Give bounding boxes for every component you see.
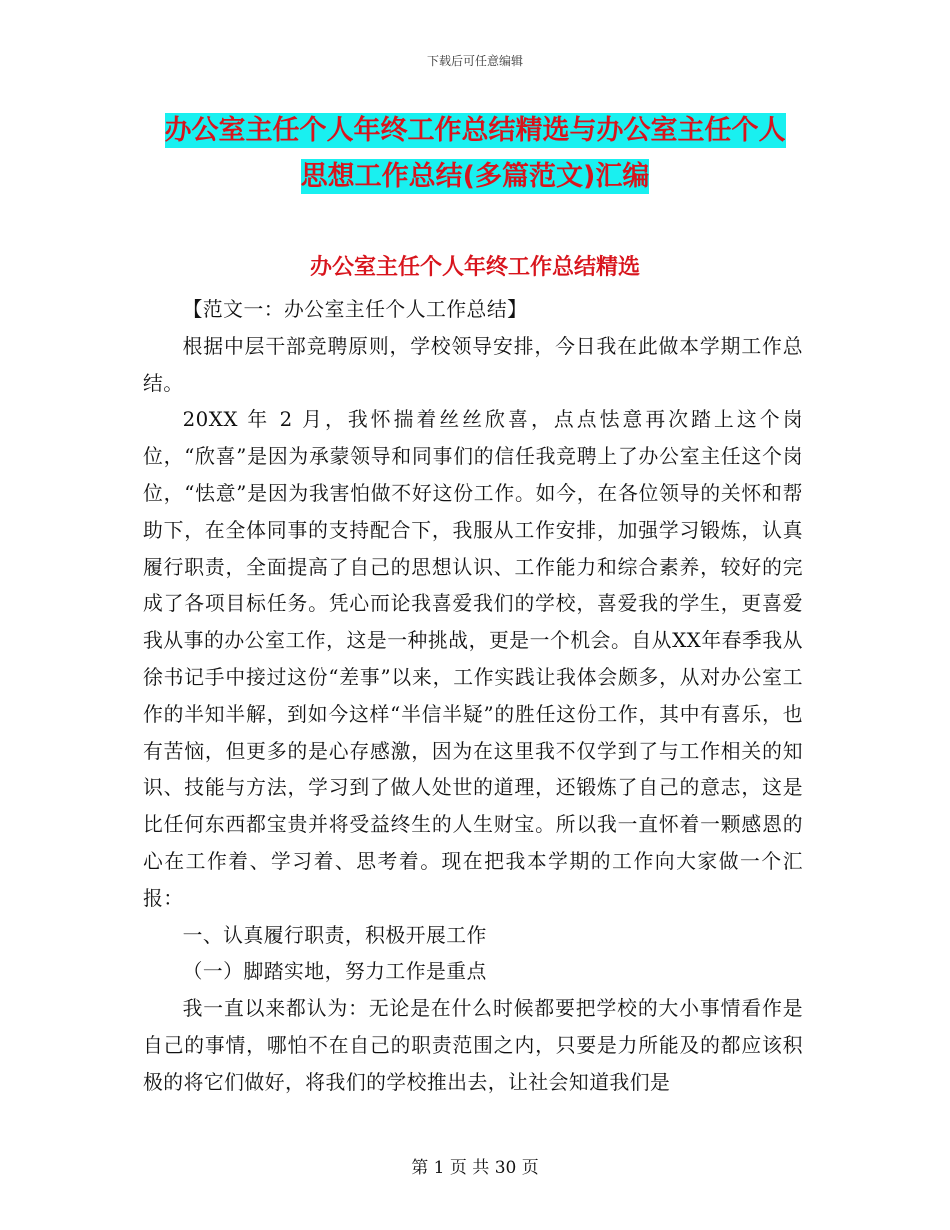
paragraph-heading: 【范文一：办公室主任个人工作总结】: [182, 298, 528, 321]
page-footer: 第 1 页 共 30 页: [411, 1158, 539, 1178]
paragraph: 根据中层干部竞聘原则，学校领导安排，今日我在此做本学期工作总结。: [143, 334, 803, 395]
paragraph: 20XX 年 2 月，我怀揣着丝丝欣喜，点点怯意再次踏上这个岗位，“欣喜”是因为承蒙领导和同事们的信任我竞聘上了办公室主任这个岗位，“怯意”是因为我害怕做不好这份工作。如今，在各位领导的关怀和帮助下，在全体同事的支持配合下，我服从工作安排，加强学习锻炼，认真履行职责，全面提高了自己的思想认识、工作能力和综合素养，较好的完成了各项目标任务。凭心而论我喜爱我们的学校，喜爱我的学生，更喜爱我从事的办公室工作，这是一种挑战，更是一个机会。自从XX年春季我从徐书记手中接过这份“差事”以来，工作实践让我体会颇多，从对办公室工作的半知半解，到如今这样“半信半疑”的胜任这份工作，其中有喜乐，也有苦恼，但更多的是心存感激，因为在这里我不仅学到了与工作相关的知识、技能与方法，学习到了做人处世的道理，还锻炼了自己的意志，这是比任何东西都宝贵并将受益终生的人生财宝。所以我一直怀着一颗感恩的心在工作着、学习着、思考着。现在把我本学期的工作向大家做一个汇报：: [143, 408, 803, 910]
paragraph-heading: 一、认真履行职责，积极开展工作: [182, 923, 487, 947]
section-title: 办公室主任个人年终工作总结精选: [309, 255, 640, 280]
main-title-line-2: 思想工作总结(多篇范文)汇编: [300, 161, 650, 192]
main-title-line-1: 办公室主任个人年终工作总结精选与办公室主任个人: [164, 115, 786, 146]
paragraph-heading: （一）脚踏实地，努力工作是重点: [182, 960, 487, 984]
body-text: [143, 292, 803, 1102]
main-title: [150, 108, 800, 200]
header-note: 下载后可任意编辑: [426, 54, 523, 68]
paragraph: 我一直以来都认为：无论是在什么时候都要把学校的大小事情看作是自己的事情，哪怕不在自己的职责范围之内，只要是力所能及的都应该积极的将它们做好，将我们的学校推出去，让社会知道我们是: [143, 997, 803, 1094]
